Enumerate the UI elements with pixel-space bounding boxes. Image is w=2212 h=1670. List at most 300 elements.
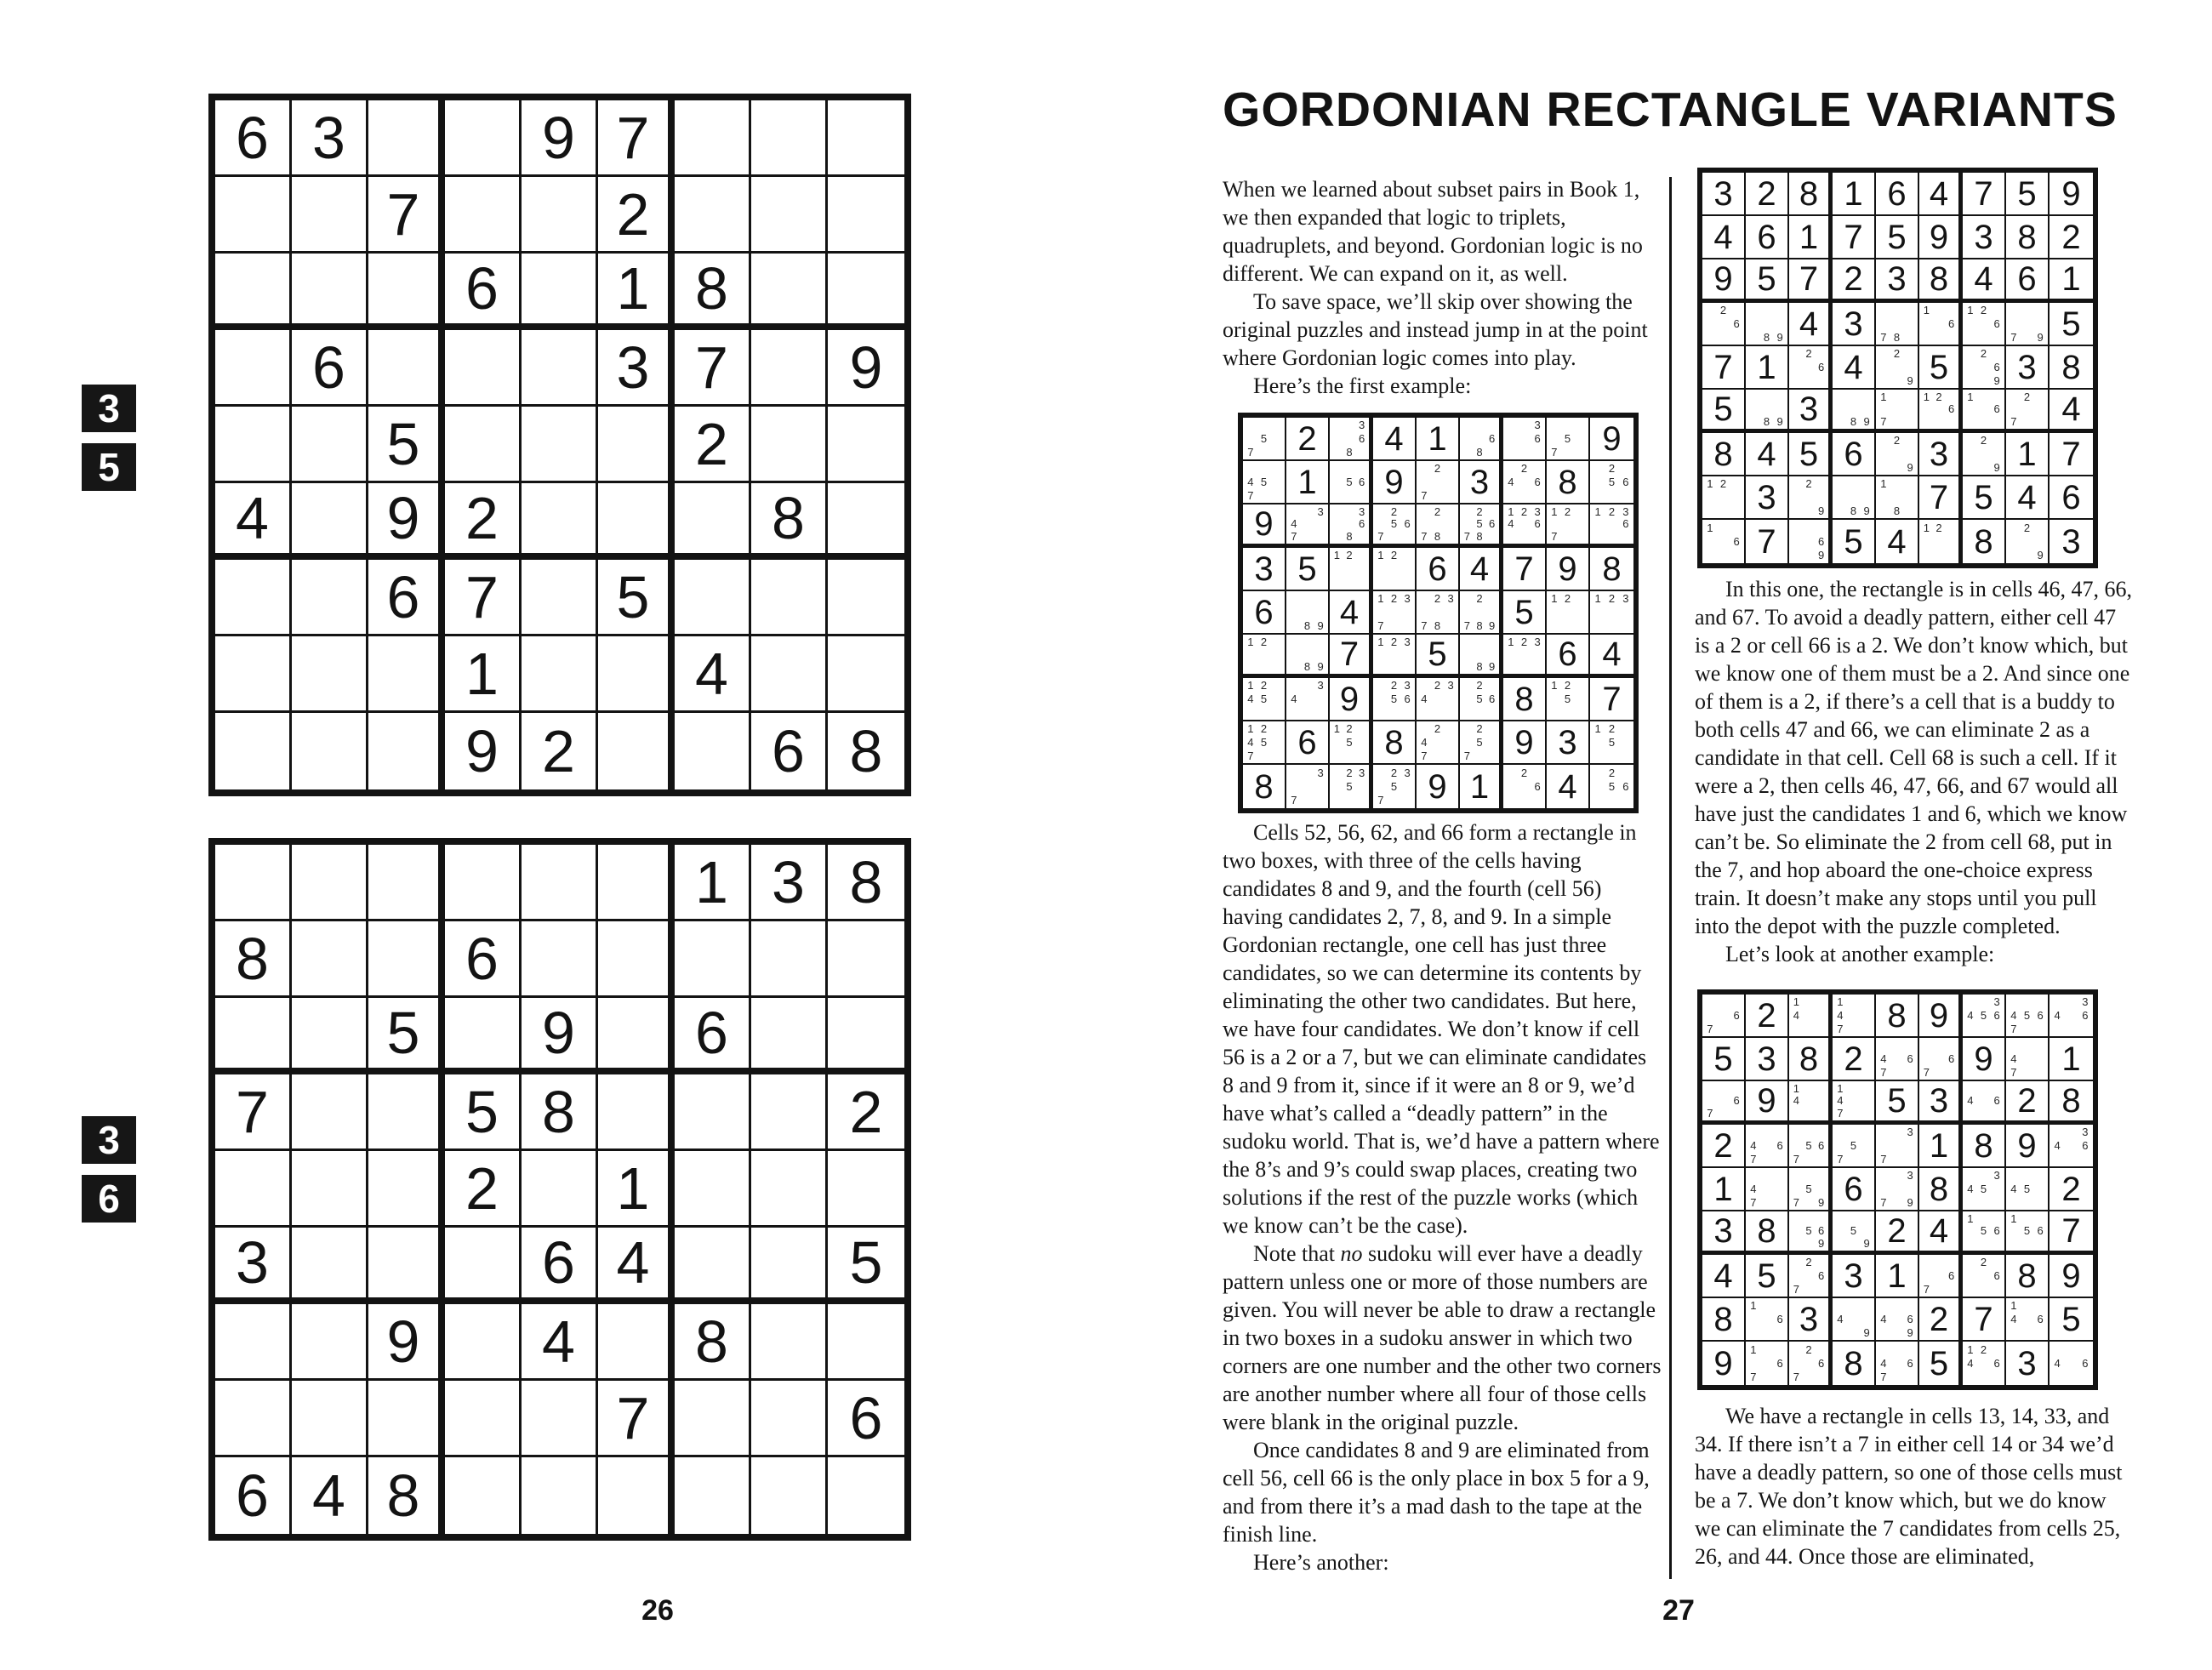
candidate-digits: 1 4 [1793, 1081, 1799, 1108]
cell-digit: 5 [1297, 550, 1317, 588]
sudoku-cell [2050, 476, 2093, 520]
column-divider-rule [1669, 177, 1672, 1579]
sudoku-cell [215, 100, 292, 177]
sudoku-cell [215, 407, 292, 483]
sudoku-cell [1833, 216, 1876, 259]
sudoku-cell [2006, 173, 2050, 216]
sudoku-cell [292, 713, 368, 789]
sudoku-cell [292, 636, 368, 713]
sudoku-cell [751, 1228, 828, 1304]
candidate-digits: 2 5 6 7 8 [1463, 504, 1496, 544]
cell-digit: 3 [1713, 1212, 1733, 1250]
candidate-digits: 2 6 [1805, 347, 1825, 373]
sudoku-cell [675, 1457, 751, 1534]
sudoku-cell [1789, 390, 1833, 433]
candidate-digits: 2 3 5 6 [1390, 679, 1411, 705]
sudoku-cell [1702, 1298, 1746, 1342]
sudoku-cell [445, 560, 522, 636]
sudoku-cell [1373, 548, 1417, 591]
sudoku-cell [751, 177, 828, 254]
candidate-digits: 6 8 [1476, 431, 1496, 459]
sudoku-cell [1547, 591, 1590, 635]
candidate-digits: 2 3 5 7 [1377, 766, 1411, 807]
candidate-digits: 8 9 [1763, 330, 1783, 344]
sudoku-cell [1919, 995, 1963, 1038]
paragraph: Let’s look at another example: [1725, 942, 1995, 966]
cell-digit: 5 [465, 1078, 499, 1145]
cell-digit: 4 [1844, 348, 1863, 386]
cell-digit: 9 [386, 1308, 420, 1375]
cell-digit: 5 [1974, 478, 1993, 516]
sudoku-cell [751, 1457, 828, 1534]
candidate-digits: 3 4 5 6 [1967, 995, 2000, 1022]
cell-digit: 7 [1757, 522, 1776, 561]
candidate-digits: 1 2 [1551, 592, 1571, 606]
candidate-digits: 1 2 3 [1594, 592, 1629, 606]
sudoku-cell [828, 998, 904, 1074]
candidate-digits: 4 9 [1837, 1312, 1870, 1339]
cell-digit: 5 [1428, 636, 1447, 673]
candidate-digits: 2 5 6 [1608, 766, 1629, 793]
sudoku-cell [368, 1304, 445, 1381]
cell-digit: 7 [1514, 550, 1534, 588]
cell-digit: 8 [1757, 1212, 1776, 1250]
sudoku-cell [828, 636, 904, 713]
cell-digit: 3 [772, 848, 805, 915]
sudoku-cell [2050, 1125, 2093, 1168]
sudoku-cell [1876, 1342, 1919, 1385]
sudoku-cell [1243, 591, 1286, 635]
cell-digit: 3 [1974, 218, 1993, 256]
sudoku-cell [598, 483, 675, 560]
cell-digit: 8 [386, 1462, 420, 1529]
cell-digit: 3 [1254, 550, 1274, 588]
sudoku-cell [1503, 591, 1547, 635]
cell-digit: 7 [1339, 636, 1360, 673]
cell-digit: 4 [1713, 1257, 1733, 1295]
sudoku-cell [1547, 721, 1590, 765]
sudoku-cell [2006, 216, 2050, 259]
sudoku-cell [1373, 461, 1417, 504]
sudoku-cell [522, 998, 598, 1074]
sudoku-cell [1330, 678, 1373, 721]
sudoku-cell [1963, 1342, 2006, 1385]
candidate-digits: 8 9 [1303, 618, 1324, 632]
sudoku-cell [445, 1151, 522, 1228]
sudoku-cell [1286, 721, 1330, 765]
candidate-digits: 3 6 8 [1346, 504, 1365, 544]
candidate-digits: 1 2 [1247, 635, 1268, 648]
sudoku-cell [598, 636, 675, 713]
sudoku-cell [2006, 1081, 2050, 1125]
cell-digit: 4 [542, 1308, 575, 1375]
sudoku-cell [1789, 1342, 1833, 1385]
candidate-digits: 4 6 9 [1880, 1312, 1913, 1339]
sudoku-cell [292, 560, 368, 636]
sudoku-cell [2050, 1255, 2093, 1298]
sudoku-cell [1460, 678, 1503, 721]
explanation-paragraphs-1 [1223, 818, 1662, 1576]
sudoku-cell [1503, 765, 1547, 808]
sudoku-cell [1746, 1125, 1789, 1168]
sudoku-cell [292, 1074, 368, 1151]
sudoku-cell [1789, 433, 1833, 476]
sudoku-cell [1789, 1168, 1833, 1211]
sudoku-cell [522, 254, 598, 330]
sudoku-cell [2050, 1168, 2093, 1211]
sudoku-cell [368, 845, 445, 921]
cell-digit: 5 [1887, 1082, 1907, 1120]
candidate-digits: 6 9 [1818, 534, 1825, 562]
sudoku-cell [1702, 390, 1746, 433]
sudoku-cell [1590, 591, 1633, 635]
sudoku-cell [215, 636, 292, 713]
sudoku-cell [2006, 520, 2050, 563]
sudoku-cell [2050, 259, 2093, 303]
candidate-digits: 5 7 9 [1793, 1182, 1825, 1209]
sudoku-cell [1833, 173, 1876, 216]
candidate-digits: 2 5 7 [1463, 722, 1483, 762]
sudoku-cell [598, 1304, 675, 1381]
sudoku-cell [2006, 1168, 2050, 1211]
sudoku-cell [1373, 765, 1417, 808]
sudoku-cell [1963, 216, 2006, 259]
cell-digit: 7 [236, 1078, 269, 1145]
candidate-digits: 1 2 5 [1551, 679, 1571, 705]
sudoku-cell [1503, 635, 1547, 678]
sudoku-cell [2006, 259, 2050, 303]
cell-digit: 5 [849, 1229, 883, 1296]
sudoku-cell [1590, 635, 1633, 678]
sudoku-cell [1590, 765, 1633, 808]
sudoku-cell [2006, 390, 2050, 433]
intro-paragraphs [1223, 175, 1662, 400]
sudoku-cell [1919, 476, 1963, 520]
sudoku-cell [1833, 1211, 1876, 1255]
cell-digit: 3 [1887, 260, 1907, 298]
sudoku-cell [215, 177, 292, 254]
sudoku-cell [522, 1151, 598, 1228]
cell-digit: 7 [1713, 348, 1733, 386]
sudoku-cell [445, 636, 522, 713]
paragraph: In this one, the rectangle is in cells 46, 47, 66, and 67. To avoid a deadly pattern, either cell 47 is a 2 or cell 66 is a 2. We don’t know which, but we know one of them must be a 2. And since one of them is a 2, if there’s a cell that is a buddy to both cells 47 and 66, we can eliminate 2 as a candidate in that cell. Cell 68 is such a cell. If it were a 2, then cells 46, 47, 66, and 67 would all have just the candidates 1 and 6, which we know can’t be. So eliminate the 2 from cell 68, put in the 7, and hop aboard the one-choice express train. It doesn’t make any stops until you pull into the depot with the puzzle completed. [1695, 577, 2133, 938]
sudoku-cell [1746, 1211, 1789, 1255]
sudoku-cell [1330, 461, 1373, 504]
candidate-digits: 1 2 4 6 [1967, 1342, 2000, 1370]
sudoku-cell [1919, 346, 1963, 390]
candidate-digits: 2 5 6 7 [1377, 504, 1411, 544]
cell-digit: 5 [1929, 1344, 1949, 1382]
sudoku-cell [828, 1457, 904, 1534]
sudoku-cell [1417, 765, 1460, 808]
sudoku-cell [215, 1304, 292, 1381]
sudoku-cell [1789, 520, 1833, 563]
sudoku-cell [1833, 259, 1876, 303]
cell-digit: 6 [1428, 550, 1447, 588]
sudoku-cell [675, 636, 751, 713]
candidate-digits: 7 9 [2010, 330, 2044, 344]
cell-digit: 1 [1469, 767, 1490, 806]
sudoku-cell [1243, 635, 1286, 678]
sudoku-cell [368, 483, 445, 560]
sudoku-cell [751, 100, 828, 177]
sudoku-cell [1746, 995, 1789, 1038]
sudoku-cell [2006, 1342, 2050, 1385]
candidate-digits: 4 6 7 [1880, 1356, 1913, 1384]
page-number-right: 27 [1662, 1594, 1695, 1627]
cell-digit: 7 [1974, 174, 1993, 213]
cell-digit: 5 [1887, 218, 1907, 256]
cell-digit: 8 [1844, 1344, 1863, 1382]
sudoku-cell [1460, 548, 1503, 591]
cell-digit: 8 [1799, 174, 1819, 213]
sudoku-cell [1286, 765, 1330, 808]
cell-digit: 5 [386, 1000, 420, 1066]
candidate-digits: 2 9 [1980, 434, 2000, 474]
candidate-digits: 1 6 7 [1750, 1342, 1783, 1384]
cell-digit: 6 [542, 1229, 575, 1296]
sudoku-cell [1590, 504, 1633, 548]
candidate-digits: 1 2 3 [1377, 635, 1411, 648]
sudoku-cell [598, 1228, 675, 1304]
sudoku-cell [1590, 418, 1633, 461]
sudoku-cell [828, 1304, 904, 1381]
cell-digit: 6 [2061, 478, 2081, 516]
cell-digit: 7 [1799, 260, 1819, 298]
sudoku-cell [1746, 390, 1789, 433]
sudoku-cell [1330, 548, 1373, 591]
candidate-digits: 2 9 [1893, 347, 1913, 387]
sudoku-cell [2050, 346, 2093, 390]
sudoku-cell [1919, 1125, 1963, 1168]
sudoku-cell [292, 1381, 368, 1457]
sudoku-cell [1417, 504, 1460, 548]
sudoku-cell [1789, 1255, 1833, 1298]
sudoku-cell [1373, 635, 1417, 678]
sudoku-cell [1460, 635, 1503, 678]
cell-digit: 9 [2017, 1126, 2037, 1165]
cell-digit: 3 [2017, 348, 2037, 386]
sudoku-cell [828, 100, 904, 177]
cell-digit: 9 [1929, 218, 1949, 256]
cell-digit: 3 [1469, 463, 1490, 501]
sudoku-cell [751, 560, 828, 636]
sudoku-cell [1746, 1298, 1789, 1342]
sudoku-cell [1876, 303, 1919, 346]
sudoku-cell [2050, 390, 2093, 433]
paragraph: Once candidates 8 and 9 are eliminated from cell 56, cell 66 is the only place in box 5 for a 9, and from there it’s a mad dash to the tape at the finish line. [1223, 1438, 1650, 1547]
cell-digit: 4 [1384, 419, 1404, 458]
explanation-paragraphs-3 [1695, 1402, 2134, 1570]
sudoku-cell [1833, 1125, 1876, 1168]
sudoku-cell [1286, 635, 1330, 678]
example-grid-1 [1238, 413, 1639, 813]
candidate-digits: 1 2 [1377, 549, 1398, 562]
cell-digit: 1 [616, 255, 650, 322]
sudoku-cell [1833, 1168, 1876, 1211]
candidate-digits: 8 9 [1850, 415, 1870, 429]
sudoku-cell [1243, 765, 1286, 808]
cell-digit: 5 [1514, 593, 1534, 631]
sudoku-cell [598, 1151, 675, 1228]
candidate-digits: 2 3 7 8 [1421, 592, 1454, 632]
sudoku-cell [1590, 461, 1633, 504]
candidate-digits: 5 6 7 [1793, 1138, 1825, 1166]
cell-digit: 8 [1558, 463, 1577, 501]
cell-digit: 6 [2017, 260, 2037, 298]
sudoku-cell [368, 330, 445, 407]
sudoku-cell [828, 1074, 904, 1151]
sudoku-cell [2006, 433, 2050, 476]
candidate-digits: 1 6 [1967, 390, 2000, 416]
sudoku-cell [1919, 1038, 1963, 1081]
cell-digit: 4 [312, 1462, 345, 1529]
sudoku-cell [215, 998, 292, 1074]
sudoku-cell [445, 407, 522, 483]
sudoku-cell [1590, 721, 1633, 765]
sudoku-cell [751, 1151, 828, 1228]
sudoku-cell [1963, 346, 2006, 390]
sudoku-cell [1919, 1298, 1963, 1342]
sudoku-cell [598, 921, 675, 998]
sudoku-cell [751, 921, 828, 998]
paragraph: Cells 52, 56, 62, and 66 form a rectangle in two boxes, with three of the cells having candidates 8 and 9, and the fourth (cell 56) having candidates 2, 7, 8, and 9. In a simple Gordonian rectangle, one cell has just three candidates, so we can determine its contents by eliminating the other two candidates. But here, we have four candidates. We don’t know if cell 56 is a 2 or a 7, but we can eliminate candidates 8 and 9 from it, since if it were an 8 or 9, we’d have what’s called a “deadly pattern” in the sudoku world. That is, we’d have a pattern where the 8’s and 9’s could swap places, creating two solutions if the rest of the puzzle works (which we know can’t be the case). [1223, 820, 1660, 1238]
example-grid-3 [1697, 989, 2098, 1390]
cell-digit: 5 [1757, 1257, 1776, 1295]
sudoku-cell [1243, 504, 1286, 548]
sudoku-cell [1963, 390, 2006, 433]
puzzle-label-digit: 3 [82, 385, 136, 432]
cell-digit: 6 [386, 563, 420, 630]
sudoku-cell [598, 407, 675, 483]
sudoku-cell [1876, 1298, 1919, 1342]
cell-digit: 8 [1254, 767, 1274, 806]
cell-digit: 6 [465, 925, 499, 992]
candidate-digits: 2 6 7 [1793, 1342, 1825, 1384]
sudoku-cell [1547, 635, 1590, 678]
candidate-digits: 5 9 [1850, 1224, 1870, 1251]
sudoku-cell [1833, 1255, 1876, 1298]
puzzle-label-digit: 3 [82, 1116, 136, 1164]
cell-digit: 8 [1799, 1040, 1819, 1078]
cell-digit: 3 [1757, 478, 1776, 516]
sudoku-cell [292, 407, 368, 483]
sudoku-cell [215, 330, 292, 407]
sudoku-cell [751, 254, 828, 330]
sudoku-cell [522, 560, 598, 636]
cell-digit: 1 [1297, 463, 1317, 501]
cell-digit: 7 [2061, 1212, 2081, 1250]
sudoku-cell [1876, 1211, 1919, 1255]
cell-digit: 6 [695, 1000, 728, 1066]
cell-digit: 4 [2017, 478, 2037, 516]
cell-digit: 1 [465, 640, 499, 707]
sudoku-cell [1503, 721, 1547, 765]
cell-digit: 9 [1558, 550, 1577, 588]
sudoku-cell [1876, 476, 1919, 520]
sudoku-cell [1789, 303, 1833, 346]
sudoku-cell [675, 921, 751, 998]
sudoku-cell [598, 713, 675, 789]
cell-digit: 5 [616, 563, 650, 630]
candidate-digits: 2 6 [1719, 304, 1740, 330]
cell-digit: 9 [1254, 505, 1274, 543]
sudoku-cell [828, 845, 904, 921]
sudoku-cell [368, 713, 445, 789]
sudoku-cell [1789, 1038, 1833, 1081]
sudoku-cell [292, 330, 368, 407]
sudoku-cell [1547, 418, 1590, 461]
sudoku-cell [828, 407, 904, 483]
candidate-digits: 2 6 9 [1980, 347, 2000, 387]
puzzle-35-label [82, 385, 136, 502]
sudoku-cell [1417, 548, 1460, 591]
candidate-digits: 1 2 [1923, 521, 1942, 534]
sudoku-cell [368, 1381, 445, 1457]
cell-digit: 7 [2061, 435, 2081, 473]
candidate-digits: 2 7 8 [1421, 504, 1441, 544]
sudoku-cell [1460, 504, 1503, 548]
sudoku-cell [1919, 1342, 1963, 1385]
candidate-digits: 4 5 6 7 [2010, 1008, 2044, 1035]
sudoku-cell [1702, 995, 1746, 1038]
candidate-digits: 3 4 6 [2054, 995, 2089, 1022]
candidate-digits: 1 2 [1333, 549, 1353, 562]
cell-digit: 5 [1713, 390, 1733, 428]
sudoku-cell [1330, 635, 1373, 678]
sudoku-cell [1243, 678, 1286, 721]
candidate-digits: 1 2 5 [1333, 722, 1353, 749]
sudoku-cell [1243, 461, 1286, 504]
sudoku-cell [1702, 1168, 1746, 1211]
cell-digit: 1 [2061, 260, 2081, 298]
cell-digit: 6 [1844, 1170, 1863, 1208]
sudoku-cell [1746, 303, 1789, 346]
cell-digit: 6 [849, 1384, 883, 1451]
cell-digit: 8 [1887, 996, 1907, 1034]
sudoku-cell [445, 1074, 522, 1151]
cell-digit: 2 [542, 718, 575, 784]
cell-digit: 2 [1887, 1212, 1907, 1250]
sudoku-cell [1919, 1168, 1963, 1211]
cell-digit: 1 [1844, 174, 1863, 213]
sudoku-cell [522, 1381, 598, 1457]
sudoku-cell [1746, 346, 1789, 390]
sudoku-cell [1963, 433, 2006, 476]
cell-digit: 3 [1844, 305, 1863, 343]
cell-digit: 9 [1514, 723, 1534, 761]
candidate-digits: 4 6 7 [1750, 1138, 1783, 1166]
sudoku-cell [1919, 259, 1963, 303]
sudoku-cell [1503, 548, 1547, 591]
cell-digit: 3 [1757, 1040, 1776, 1078]
cell-digit: 5 [1757, 260, 1776, 298]
cell-digit: 8 [1974, 1126, 1993, 1165]
sudoku-cell [1919, 1081, 1963, 1125]
cell-digit: 9 [1384, 463, 1404, 501]
cell-digit: 4 [1799, 305, 1819, 343]
cell-digit: 3 [1799, 1300, 1819, 1338]
sudoku-cell [445, 100, 522, 177]
paragraph: Note that no sudoku will ever have a deadly pattern unless one or more of those numbers are given. You will never be able to draw a rectangle in two boxes in a sudoku answer in which two corners are one number and the other two corners are another number where all four of those cells were blank in the original puzzle. [1223, 1241, 1662, 1434]
candidate-digits: 2 9 [1805, 477, 1825, 517]
sudoku-cell [1789, 1125, 1833, 1168]
sudoku-cell [292, 483, 368, 560]
candidate-digits: 1 2 [1707, 477, 1727, 491]
sudoku-cell [368, 407, 445, 483]
sudoku-cell [675, 713, 751, 789]
cell-digit: 3 [616, 333, 650, 401]
